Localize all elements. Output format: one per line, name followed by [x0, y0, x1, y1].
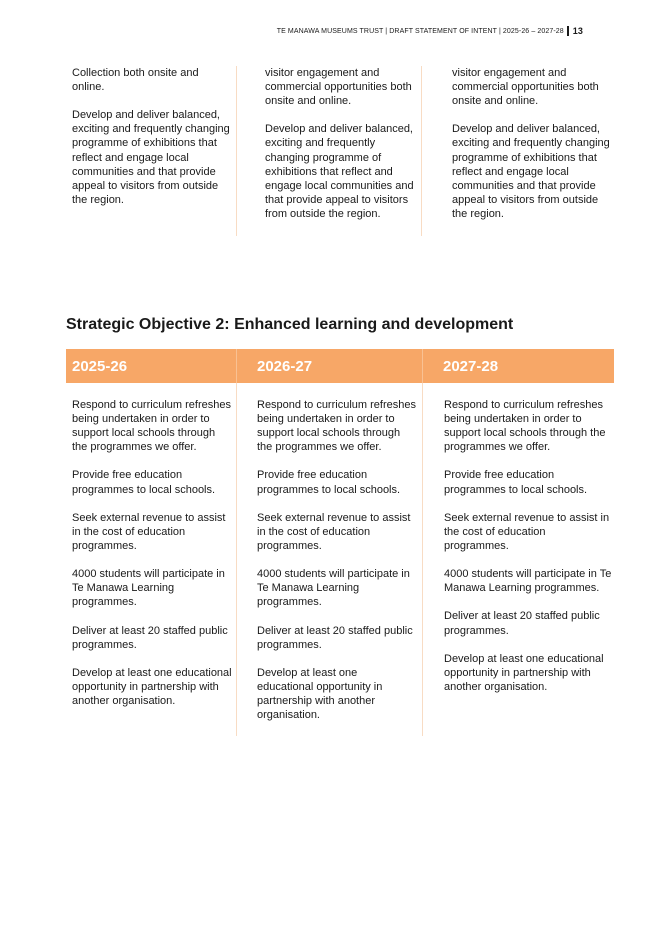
- list-item: Seek external revenue to assist in the cost of education programmes.: [444, 511, 610, 552]
- list-item: Seek external revenue to assist in the cost of education programmes.: [72, 511, 226, 552]
- list-item: Deliver at least 20 staffed public programmes.: [444, 610, 600, 637]
- list-item: 4000 students will participate in Te Manawa Learning programmes.: [444, 568, 612, 595]
- list-item: 4000 students will participate in Te Manawa Learning programmes.: [72, 568, 225, 609]
- list-item: Respond to curriculum refreshes being undertaken in order to support local schools through the programmes we offer.: [444, 399, 606, 454]
- year-column-2027-28: [422, 383, 614, 736]
- header-divider: [567, 26, 569, 36]
- continued-column-1: [66, 66, 236, 236]
- list-item: Provide free education programmes to local schools.: [72, 469, 216, 496]
- page-number: 13: [572, 26, 583, 36]
- year-header-2027-28: 2027-28: [422, 349, 614, 383]
- paragraph: Develop and deliver balanced, exciting and frequently changing programme of exhibitions that reflect and engage local communities and that provide appeal to visitors from outside the region.: [452, 123, 610, 220]
- list-item: Deliver at least 20 staffed public programmes.: [72, 624, 228, 651]
- year-column-2025-26: [66, 383, 236, 736]
- list-item: Respond to curriculum refreshes being undertaken in order to support local schools through the programmes we offer.: [72, 399, 231, 454]
- list-item: Develop at least one educational opportunity in partnership with another organisation.: [444, 652, 604, 693]
- list-item: Provide free education programmes to local schools.: [444, 469, 588, 496]
- running-header: [277, 26, 583, 36]
- year-column-2026-27: [236, 383, 422, 736]
- paragraph: Develop and deliver balanced, exciting and frequently changing programme of exhibitions that reflect and engage local communities and that provide appeal to visitors from outside the region.: [265, 123, 414, 220]
- continued-column-2: [236, 66, 421, 236]
- list-item: Develop at least one educational opportunity in partnership with another organisation.: [257, 666, 383, 722]
- running-title: TE MANAWA MUSEUMS TRUST | DRAFT STATEMENT OF INTENT | 2025-26 – 2027-28: [276, 27, 564, 35]
- continued-column-3: [421, 66, 614, 236]
- paragraph: visitor engagement and commercial opportunities both onsite and online.: [265, 67, 412, 108]
- list-item: Seek external revenue to assist in the cost of education programmes.: [257, 511, 411, 552]
- year-header-2026-27: 2026-27: [236, 349, 422, 383]
- list-item: Provide free education programmes to local schools.: [257, 469, 401, 496]
- paragraph: visitor engagement and commercial opportunities both onsite and online.: [452, 67, 599, 108]
- list-item: Develop at least one educational opportunity in partnership with another organisation.: [72, 666, 232, 707]
- paragraph: Collection both onsite and online.: [72, 67, 199, 94]
- list-item: Deliver at least 20 staffed public programmes.: [257, 624, 413, 651]
- list-item: Respond to curriculum refreshes being undertaken in order to support local schools through the programmes we offer.: [257, 399, 416, 454]
- year-header-2025-26: 2025-26: [72, 357, 128, 375]
- list-item: 4000 students will participate in Te Manawa Learning programmes.: [257, 568, 410, 609]
- table-header-row: [66, 349, 614, 383]
- section-title: Strategic Objective 2: Enhanced learning and development: [66, 316, 514, 333]
- objective-columns: [66, 383, 614, 736]
- paragraph: Develop and deliver balanced, exciting and frequently changing programme of exhibitions that reflect and engage local communities and that provide appeal to visitors from outside the region.: [72, 109, 230, 206]
- continued-columns: [66, 66, 614, 236]
